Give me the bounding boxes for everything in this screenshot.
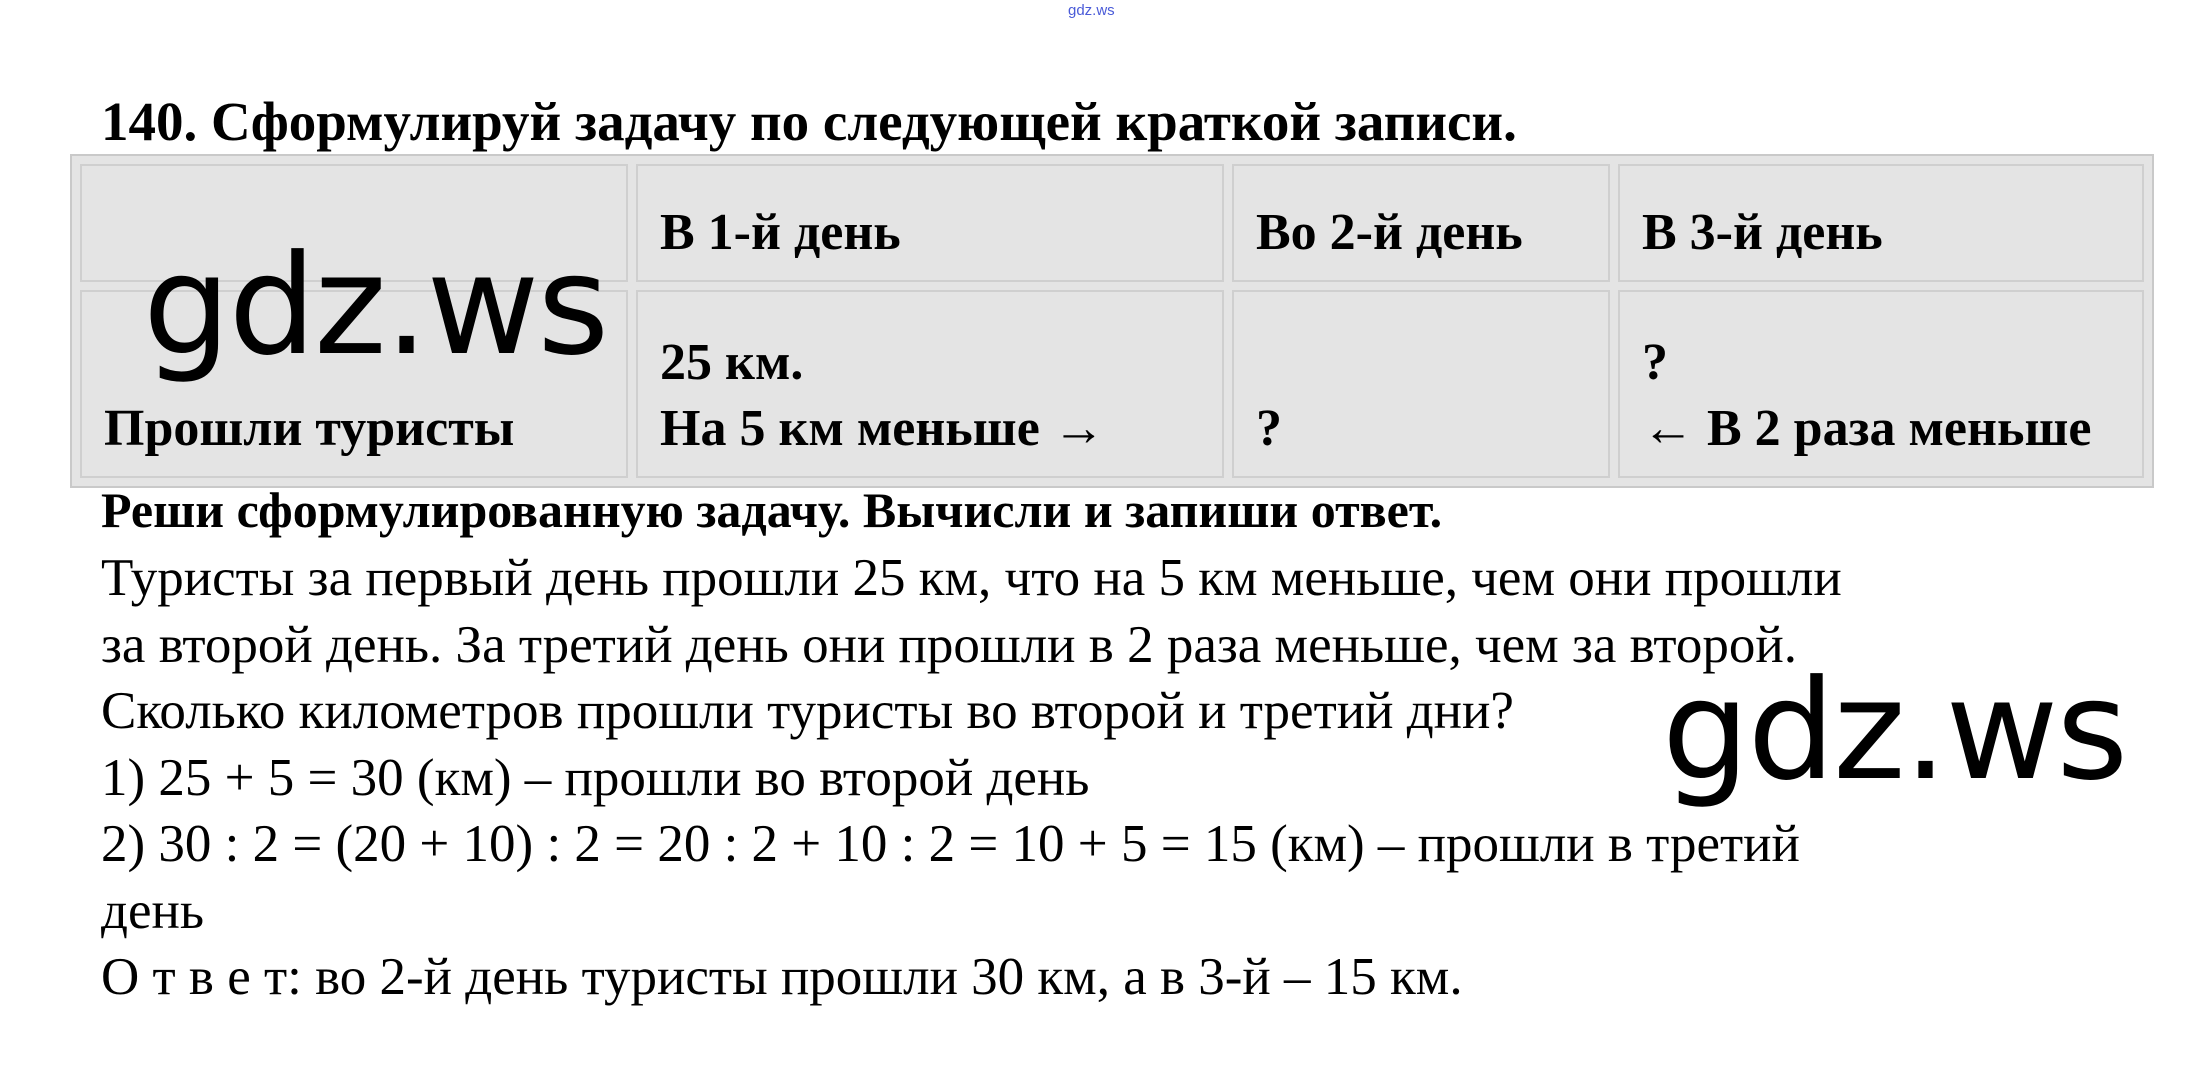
problem-question: Сколько километров прошли туристы во второй и третий дни?	[101, 682, 1514, 740]
cell-day-1-note: На 5 км меньше →	[660, 400, 1105, 457]
solution-step-2-continued: день	[101, 881, 205, 940]
solution-step-1: 1) 25 + 5 = 30 (км) – прошли во второй день	[101, 748, 1090, 807]
row-label: Прошли туристы	[80, 290, 628, 478]
cell-day-3-value: ?	[1642, 334, 1668, 391]
cell-day-2-note: ?	[1256, 400, 1282, 457]
table-header-day-2: Во 2-й день	[1232, 164, 1610, 282]
watermark-logo: gdz.ws	[1662, 650, 2127, 811]
cell-day-1-value: 25 км.	[660, 334, 804, 391]
cell-day-1	[636, 290, 1224, 478]
table-header-day-1: В 1-й день	[636, 164, 1224, 282]
cell-day-3-note: ← В 2 раза меньше	[1642, 400, 2092, 457]
task-title: 140. Сформулируй задачу по следующей краткой записи.	[101, 91, 1517, 152]
task-heading: Реши сформулированную задачу. Вычисли и запиши ответ.	[101, 482, 1443, 538]
cell-day-2	[1232, 290, 1610, 478]
cell-day-3	[1618, 290, 2144, 478]
watermark-logo: gdz.ws	[143, 225, 608, 386]
answer-line: О т в е т: во 2-й день туристы прошли 30 км, а в 3-й – 15 км.	[101, 948, 1463, 1006]
problem-line-1: Туристы за первый день прошли 25 км, что на 5 км меньше, чем они прошли	[101, 549, 1842, 607]
problem-line-2: за второй день. За третий день они прошли в 2 раза меньше, чем за второй.	[101, 615, 1797, 674]
table-header-day-3: В 3-й день	[1618, 164, 2144, 282]
source-tag[interactable]: gdz.ws	[1068, 2, 1115, 19]
solution-step-2: 2) 30 : 2 = (20 + 10) : 2 = 20 : 2 + 10 : 2 = 10 + 5 = 15 (км) – прошли в третий	[101, 815, 1800, 873]
